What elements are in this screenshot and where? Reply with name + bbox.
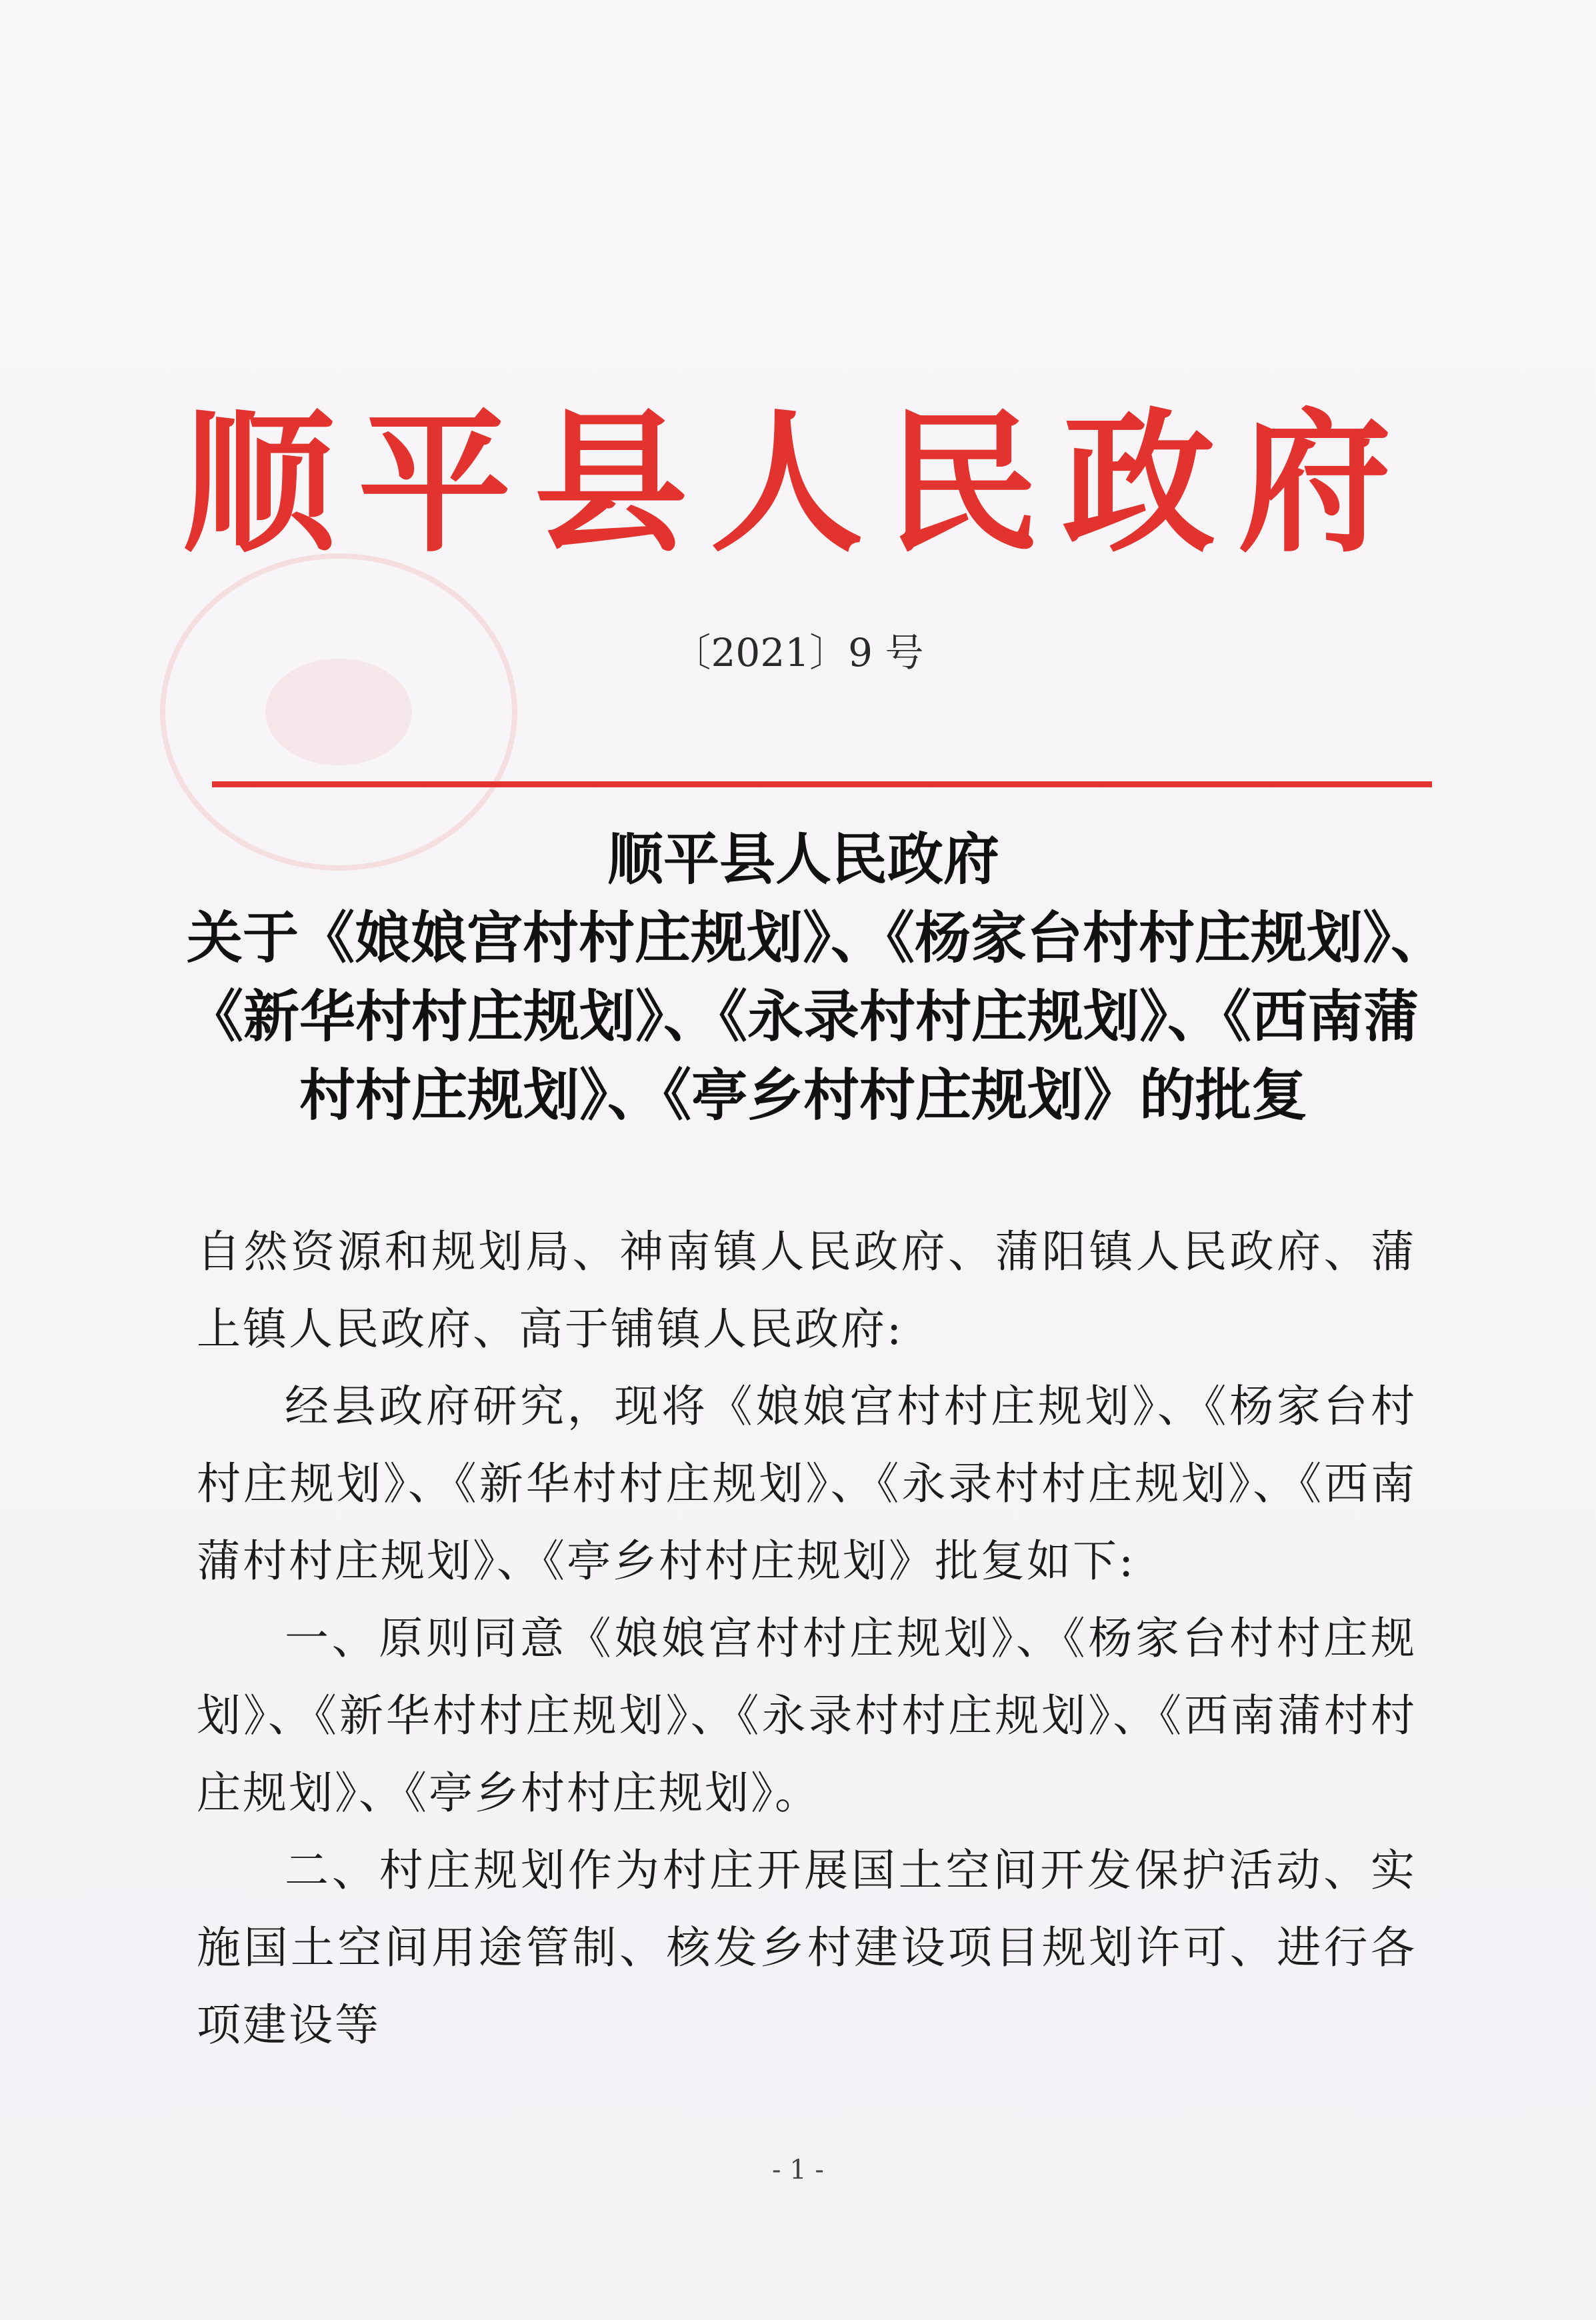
document-subject [187, 820, 1447, 1135]
body-paragraph-2: 一、原则同意《娘娘宫村村庄规划》、《杨家台村村庄规划》、《新华村村庄规划》、《永录村村庄规划》、《西南蒲村村庄规划》、《亭乡村村庄规划》。 [197, 1613, 1417, 1819]
subject-line-2: 关于《娘娘宫村村庄规划》、《杨家台村村庄规划》、 [187, 905, 1447, 971]
issuing-agency-header: 顺平县人民政府 [181, 393, 1414, 573]
red-separator-line [212, 781, 1432, 787]
document-body [197, 1213, 1417, 2064]
subject-line-1: 顺平县人民政府 [607, 826, 999, 892]
subject-line-3: 《新华村村庄规划》、《永录村村庄规划》、《西南蒲 [187, 983, 1419, 1049]
recipients: 自然资源和规划局、神南镇人民政府、蒲阳镇人民政府、蒲上镇人民政府、高于铺镇人民政府: [197, 1226, 1417, 1355]
subject-line-4: 村村庄规划》、《亭乡村村庄规划》的批复 [299, 1062, 1307, 1128]
body-paragraph-3: 二、村庄规划作为村庄开展国土空间开发保护活动、实施国土空间用途管制、核发乡村建设项目规划许可、进行各项建设等 [197, 1845, 1417, 2051]
page-number: - 1 - [772, 2155, 824, 2185]
seal-center [265, 659, 412, 765]
body-paragraph-1: 经县政府研究，现将《娘娘宫村村庄规划》、《杨家台村村庄规划》、《新华村村庄规划》、《永录村村庄规划》、《西南蒲村村庄规划》、《亭乡村村庄规划》批复如下: [197, 1381, 1417, 1587]
document-number: 〔2021〕9 号 [672, 630, 924, 675]
